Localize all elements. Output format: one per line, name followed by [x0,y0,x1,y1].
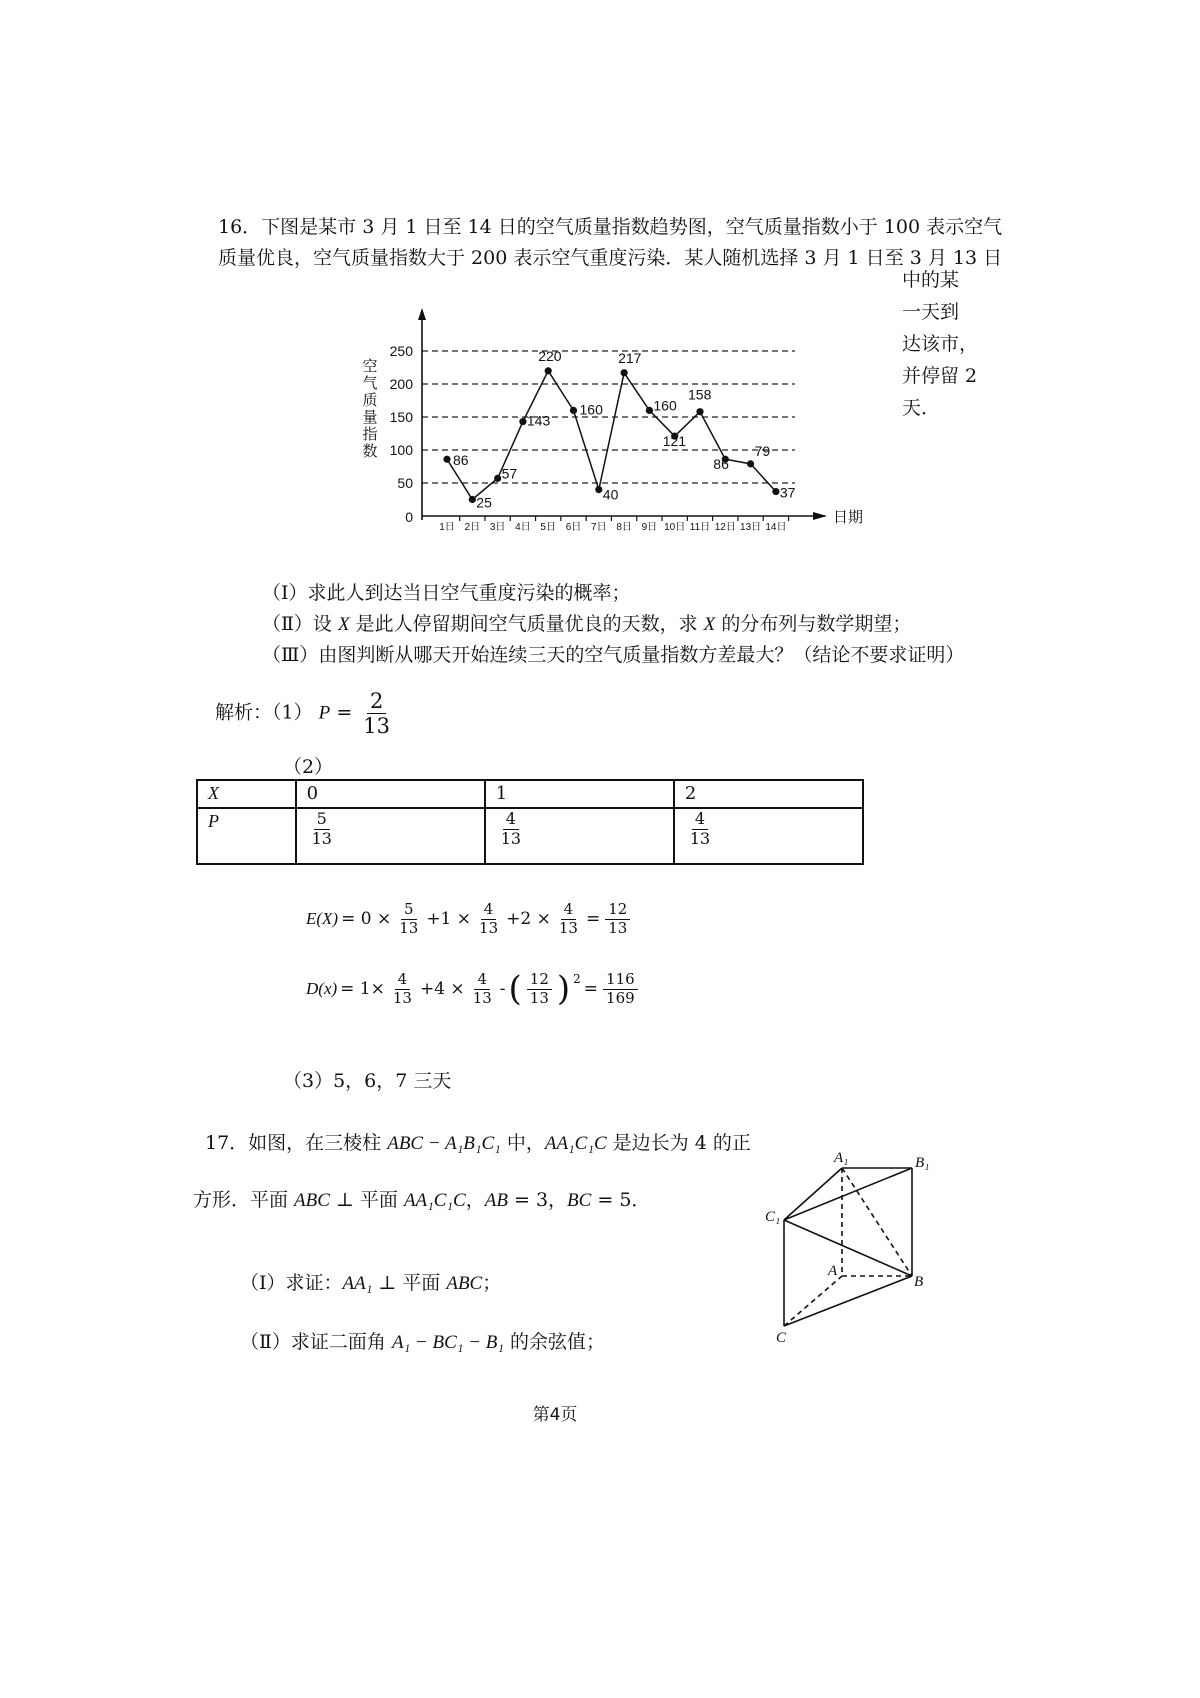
solution-part3: （3）5，6，7 三天 [283,1070,452,1092]
data-label: 158 [688,386,712,403]
x-tick-label: 13日 [740,522,762,533]
air-quality-line-chart [355,300,885,550]
data-label: 217 [618,349,642,366]
data-point [545,367,552,374]
table-cell: $\frac{4}{13}$ [485,808,674,864]
x-tick-label: 10日 [664,522,686,533]
x-tick-label: 9日 [641,522,658,533]
solution-part1 [215,690,395,737]
x-tick-label: 3日 [489,522,506,533]
solution-part2-label: （2） [283,756,334,778]
side-line: 并停留 2 [902,365,978,387]
data-point [621,369,628,376]
expectation-formula: E(X) = 0 × $\frac{5}{13}$ +1 × $\frac{4}{13}$ +2 × $\frac{4}{13}$ = $\frac{12}{13}$ [306,902,632,937]
data-point [570,407,577,414]
data-label: 86 [713,456,729,473]
side-line: 一天到 [902,301,960,323]
data-label: 160 [653,397,677,414]
x-tick-label: 4日 [515,522,531,533]
problem17-q1: （Ⅰ）求证：AA₁ ⊥ 平面 ABC； [240,1272,502,1294]
label-c: C [776,1330,787,1346]
y-tick-label: 150 [389,409,413,425]
q2-text-c: 的分布列与数学期望； [715,613,912,635]
data-point [519,418,526,425]
q2-text-a: （Ⅱ）设 [262,613,338,635]
table-cell: $\frac{5}{13}$ [296,808,485,864]
problem16-side-text [902,264,992,424]
q2-text-b: 是此人停留期间空气质量优良的天数，求 [349,613,704,635]
problem16-line1: 16．下图是某市 3 月 1 日至 14 日的空气质量指数趋势图，空气质量指数小于 100 表示空气 [218,216,1003,238]
y-axis-arrow [418,308,426,320]
data-label: 86 [453,452,469,469]
data-label: 121 [662,433,687,450]
y-tick-label: 100 [389,442,413,458]
problem17-line2: 方形．平面 ABC ⊥ 平面 AA₁C₁C，AB = 3，BC = 5． [193,1189,651,1211]
data-label: 220 [538,347,562,364]
problem16-q1: （Ⅰ）求此人到达当日空气重度污染的概率； [262,582,631,604]
data-point [443,456,450,463]
x-tick-label: 1日 [439,522,455,533]
data-label: 25 [476,494,492,511]
x-tick-label: 14日 [765,522,787,533]
x-tick-label: 7日 [591,522,607,533]
chart-grid [422,351,795,483]
table-row-label: P [197,808,296,864]
data-point [696,408,703,415]
y-tick-label: 250 [389,343,413,359]
edge-c1-a1 [784,1168,842,1220]
problem16-q3: （Ⅲ）由图判断从哪天开始连续三天的空气质量指数方差最大？（结论不要求证明） [262,644,965,666]
distribution-table [196,779,864,865]
triangular-prism-figure [760,1148,940,1358]
x-axis-arrow [813,512,827,520]
data-point [646,407,653,414]
x-axis-title: 日期 [833,509,864,526]
edge-c-b [784,1276,912,1326]
edge-c-a-hidden [784,1276,842,1326]
x-tick-label: 8日 [616,522,632,533]
table-header-cell: 0 [296,780,485,808]
data-point [494,475,501,482]
problem16-q2 [262,609,911,640]
chart-axes [418,308,827,521]
y-tick-label: 50 [397,475,413,491]
y-axis-title: 空气质量指数 [360,358,378,460]
table-header-cell: 1 [485,780,674,808]
label-b: B [914,1274,924,1290]
x-tick-label: 2日 [464,522,481,533]
data-point [469,496,476,503]
y-tick-label: 0 [405,509,413,525]
data-point [747,460,754,467]
p-var: P [318,702,331,724]
side-line: 达该市， [902,333,979,355]
table-row [197,808,863,864]
data-label: 143 [526,412,551,429]
edge-a1-b-hidden [842,1168,912,1276]
solution-label: 解析： [215,701,273,724]
side-line: 中的某 [902,269,960,291]
data-point [595,486,602,493]
y-tick-label: 200 [389,376,413,392]
label-a1: A₁ [834,1150,849,1166]
table-header-cell: X [197,780,296,808]
q2-var2: X [703,614,716,635]
label-a: A [828,1263,838,1279]
equals: = [336,701,353,724]
data-label: 40 [602,486,619,503]
x-tick-label: 5日 [540,522,556,533]
data-label: 160 [579,401,603,418]
problem17-line1: 17．如图，在三棱柱 ABC − A₁B₁C₁ 中，AA₁C₁C 是边长为 4 的正 [205,1132,751,1154]
data-point [772,488,779,495]
x-tick-label: 6日 [565,522,582,533]
chart-y-tick-labels [390,343,414,525]
x-tick-label: 12日 [714,522,736,533]
problem16-line2: 质量优良，空气质量指数大于 200 表示空气重度污染．某人随机选择 3 月 1 日至 3 月 13 日 [218,247,1003,269]
chart-x-tick-labels [439,521,786,533]
probability-fraction: $\frac{2}{13}$ [363,689,391,739]
part1-marker: （1） [272,701,313,724]
problem17-q2: （Ⅱ）求证二面角 A₁ − BC₁ − B₁ 的余弦值； [240,1331,605,1353]
table-row [197,780,863,808]
table-header-cell: 2 [674,780,863,808]
data-label: 37 [779,484,796,501]
side-line: 天． [902,397,941,419]
data-label: 79 [754,442,771,459]
label-c1: C₁ [765,1209,781,1225]
q2-var: X [337,614,350,635]
data-label: 57 [501,465,518,482]
x-tick-label: 11日 [689,522,711,533]
edge-c1-b [784,1220,912,1276]
page-number: 第4页 [532,1405,578,1425]
label-b1: B₁ [915,1155,930,1171]
variance-formula: D(x) = 1× $\frac{4}{13}$ +4 × $\frac{4}{13}$ - ( $\frac{12}{13}$ ) $^2$ = $\frac{116}{169}$ [306,972,640,1007]
table-cell: $\frac{4}{13}$ [674,808,863,864]
